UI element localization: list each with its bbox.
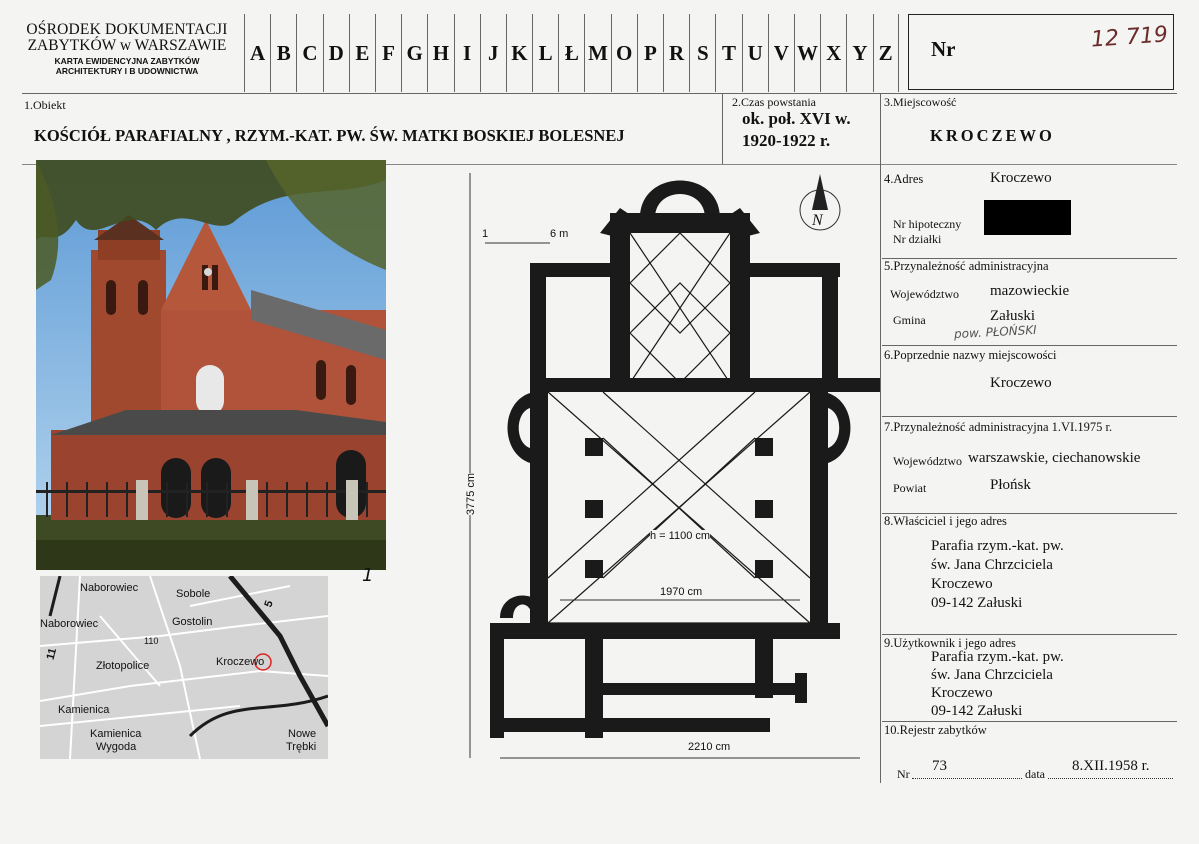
adres-value: Kroczewo bbox=[990, 170, 1052, 186]
miejscowosc-label: 3.Miejscowość bbox=[884, 95, 957, 109]
divider-6 bbox=[882, 345, 1177, 346]
map-label: Kamienica bbox=[58, 704, 110, 716]
alphabet-letter: C bbox=[296, 14, 322, 92]
plan-inner-width: 1970 cm bbox=[660, 586, 703, 598]
map-label: Naborowiec bbox=[80, 582, 139, 594]
map-label: Kamienica bbox=[90, 728, 142, 740]
wlasciciel-line: 09-142 Załuski bbox=[931, 595, 1023, 611]
gmina-value: Załuski bbox=[990, 308, 1035, 324]
wlasciciel-line: św. Jana Chrzciciela bbox=[931, 557, 1053, 573]
alphabet-letter: R bbox=[663, 14, 689, 92]
wojewodztwo1975-label: Województwo bbox=[893, 454, 963, 468]
czas-label: 2.Czas powstania bbox=[732, 95, 816, 109]
uzytkownik-line: 09-142 Załuski bbox=[931, 703, 1023, 719]
alphabet-letter: B bbox=[270, 14, 296, 92]
scale-start: 1 bbox=[482, 228, 489, 240]
alphabet-letter: G bbox=[401, 14, 427, 92]
obiekt-value: KOŚCIÓŁ PARAFIALNY , RZYM.-KAT. PW. ŚW. MATKI BOSKIEJ BOLESNEJ bbox=[34, 126, 625, 145]
divider-9 bbox=[882, 634, 1177, 635]
alphabet-letter: P bbox=[637, 14, 663, 92]
poprzednie-label: 6.Poprzednie nazwy miejscowości bbox=[884, 348, 1057, 362]
wlasciciel-label: 8.Właściciel i jego adres bbox=[884, 514, 1007, 528]
rejestr-nr-value: 73 bbox=[932, 758, 947, 774]
rejestr-data-label: data bbox=[1025, 767, 1045, 781]
alphabet-letter: J bbox=[480, 14, 506, 92]
nr-hipoteczny-label: Nr hipoteczny bbox=[893, 217, 962, 231]
alphabet-letter: Z bbox=[873, 14, 899, 92]
wlasciciel-line: Parafia rzym.-kat. pw. bbox=[931, 538, 1064, 554]
redacted-block bbox=[984, 200, 1071, 235]
adres-label: 4.Adres bbox=[884, 172, 924, 186]
church-photo bbox=[36, 160, 386, 570]
alphabet-letter: I bbox=[454, 14, 480, 92]
map-label: Sobole bbox=[176, 588, 211, 600]
rejestr-nr-label: Nr bbox=[897, 767, 910, 781]
uzytkownik-address bbox=[931, 648, 1064, 720]
czas-value-1: ok. poł. XVI w. bbox=[742, 109, 851, 128]
rejestr-nr-dotline bbox=[912, 778, 1022, 779]
alphabet-letter: E bbox=[349, 14, 375, 92]
czas-value-2: 1920-1922 r. bbox=[742, 131, 831, 150]
north-arrow-letter: N bbox=[812, 212, 823, 229]
alphabet-letter: H bbox=[427, 14, 453, 92]
alphabet-index bbox=[244, 14, 899, 92]
alphabet-letter: X bbox=[820, 14, 846, 92]
nr-dzialki-label: Nr działki bbox=[893, 232, 942, 246]
alphabet-letter: Ł bbox=[558, 14, 584, 92]
plan-height-label: h = 1100 cm bbox=[650, 530, 711, 542]
institution-line2: ZABYTKÓW w WARSZAWIE bbox=[27, 37, 227, 55]
alphabet-letter: A bbox=[244, 14, 270, 92]
alphabet-letter: W bbox=[794, 14, 820, 92]
map-label: Gostolin bbox=[172, 616, 213, 628]
uzytkownik-line: św. Jana Chrzciciela bbox=[931, 667, 1053, 683]
alphabet-letter: K bbox=[506, 14, 532, 92]
alphabet-letter: O bbox=[611, 14, 637, 92]
institution-line4: ARCHITEKTURY I B UDOWNICTWA bbox=[55, 66, 199, 77]
col-divider-right bbox=[880, 93, 881, 783]
wojewodztwo1975-value: warszawskie, ciechanowskie bbox=[968, 450, 1141, 466]
divider-10 bbox=[882, 721, 1177, 722]
przynaleznosc1975-label: 7.Przynależność administracyjna 1.VI.1975 r. bbox=[884, 420, 1113, 434]
col-divider-czas bbox=[722, 93, 723, 164]
plan-outer-width: 2210 cm bbox=[688, 741, 731, 753]
poprzednie-value: Kroczewo bbox=[990, 375, 1052, 391]
uzytkownik-label: 9.Użytkownik i jego adres bbox=[884, 636, 1016, 650]
divider-7 bbox=[882, 416, 1177, 417]
alphabet-letter: T bbox=[715, 14, 741, 92]
gmina-label: Gmina bbox=[893, 313, 926, 327]
alphabet-letter: S bbox=[689, 14, 715, 92]
map-label: Kroczewo bbox=[216, 656, 265, 668]
alphabet-letter: D bbox=[323, 14, 349, 92]
road-number: 5 bbox=[262, 599, 276, 609]
header-divider bbox=[22, 93, 1177, 94]
road-number: 11 bbox=[44, 646, 60, 662]
alphabet-letter: U bbox=[742, 14, 768, 92]
uzytkownik-line: Kroczewo bbox=[931, 685, 993, 701]
wlasciciel-address bbox=[931, 537, 1064, 613]
przynaleznosc-label: 5.Przynależność administracyjna bbox=[884, 259, 1049, 273]
scale-end: 6 m bbox=[550, 228, 569, 240]
alphabet-letter: M bbox=[584, 14, 610, 92]
miejscowosc-value: KROCZEWO bbox=[930, 126, 1055, 145]
rejestr-data-dotline bbox=[1048, 778, 1173, 779]
alphabet-letter: L bbox=[532, 14, 558, 92]
institution-line1: OŚRODEK DOKUMENTACJI bbox=[26, 21, 228, 38]
map-label: Naborowiec bbox=[40, 618, 99, 630]
rejestr-data-value: 8.XII.1958 r. bbox=[1072, 758, 1150, 774]
institution-line3: KARTA EWIDENCYJNA ZABYTKÓW bbox=[54, 55, 200, 66]
record-number-label: Nr bbox=[931, 37, 956, 61]
alphabet-letter: V bbox=[768, 14, 794, 92]
map-label: Złotopolice bbox=[96, 660, 150, 672]
alphabet-letter: F bbox=[375, 14, 401, 92]
wlasciciel-line: Kroczewo bbox=[931, 576, 993, 592]
wojewodztwo-value: mazowieckie bbox=[990, 283, 1070, 299]
alphabet-letter: Y bbox=[846, 14, 872, 92]
institution-name bbox=[22, 22, 232, 76]
obiekt-label: 1.Obiekt bbox=[24, 98, 66, 112]
map-label: Trębki bbox=[286, 741, 317, 753]
rejestr-label: 10.Rejestr zabytków bbox=[884, 723, 987, 737]
photo-number: 1 bbox=[362, 565, 374, 586]
powiat-handwritten: pow. PŁOŃSKI bbox=[953, 322, 1038, 342]
powiat1975-label: Powiat bbox=[893, 481, 927, 495]
location-map bbox=[40, 576, 328, 759]
plan-length: 3775 cm bbox=[465, 472, 478, 516]
record-number-handwritten: 12 719 bbox=[1090, 22, 1169, 53]
map-label: Nowe bbox=[288, 728, 317, 740]
floor-plan bbox=[460, 168, 880, 768]
road-number: 110 bbox=[144, 636, 159, 646]
uzytkownik-line: Parafia rzym.-kat. pw. bbox=[931, 649, 1064, 665]
powiat1975-value: Płońsk bbox=[990, 477, 1031, 493]
map-label: Wygoda bbox=[96, 741, 137, 753]
wojewodztwo-label: Województwo bbox=[890, 287, 960, 301]
record-number-box bbox=[908, 14, 1174, 90]
